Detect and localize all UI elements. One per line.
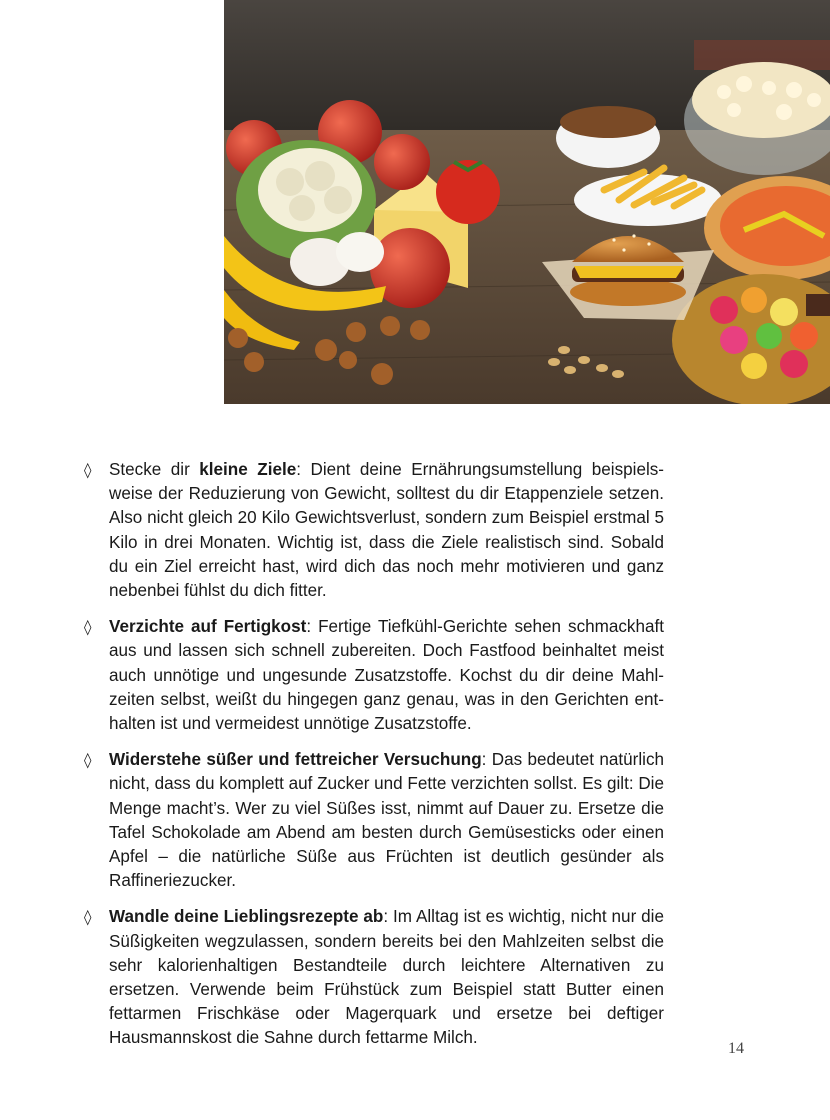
list-item-body: : Dient deine Ernährungsumstellung beispielsweise der Reduzierung von Gewicht, solltest du dir Etappenziele setzen. Also nicht gleich 20 Kilo Gewichtsverlust, sondern zum Beispiel erstmal 5 Kilo in drei Monaten. Wichtig ist, dass die Ziele realistisch sind. Sobald du ein Ziel erreicht hast, wird dich das noch mehr motivieren und ganz nebenbei fühlst du dich fitter. bbox=[109, 460, 664, 601]
list-item-heading: Verzichte auf Fertigkost bbox=[109, 617, 307, 637]
list-item-heading: kleine Ziele bbox=[199, 460, 297, 479]
list-item-intro: Stecke dir bbox=[109, 460, 200, 479]
list-item-body: : Fertige Tiefkühl-Gerichte sehen schmackhaft aus und lassen sich schnell zubereiten. Doch Fastfood beinhaltet meist auch unnötige und ungesunde Zusatzstoffe. Kochst du dir deine Mahlzeiten selbst, weißt du hingegen ganz genau, was in den Gerichten enthalten ist und vermeidest unnötige Zusatzstoffe. bbox=[109, 617, 664, 734]
diamond-icon: ◊ bbox=[84, 908, 92, 927]
diamond-icon: ◊ bbox=[84, 751, 92, 770]
page-number: 14 bbox=[728, 1040, 744, 1057]
tips-list bbox=[84, 458, 664, 1063]
list-item-body: : Das bedeutet natürlich nicht, dass du komplett auf Zucker und Fette verzichten sollst. Es gilt: Die Menge macht’s. Wer zu viel Süßes isst, nimmt auf Dauer zu. Ersetze die Tafel Schokolade am Abend am besten durch Gemüsesticks oder einen Apfel – die natürliche Süße aus Früchten ist deutlich gesünder als Raffineriezucker. bbox=[109, 750, 664, 891]
list-item-text bbox=[109, 458, 664, 603]
list-item bbox=[84, 748, 664, 893]
list-item bbox=[84, 615, 664, 736]
food-photo bbox=[224, 0, 830, 404]
list-item-text bbox=[109, 748, 664, 893]
list-item-heading: Wandle deine Lieblingsrezepte ab bbox=[109, 907, 384, 927]
list-item bbox=[84, 905, 664, 1050]
list-item-heading: Widerstehe süßer und fettreicher Versuchung bbox=[109, 750, 482, 770]
list-item-body: : Im Alltag ist es wichtig, nicht nur die Süßigkeiten wegzulassen, sondern bereits bei den Mahlzeiten selbst die sehr kalorienhaltigen Bestandteile durch leichtere Alternativen zu ersetzen. Verwende beim Frühstück zum Beispiel statt Butter einen fettarmen Frischkäse oder Magerquark und ersetze bei deftiger Hausmannskost die Sahne durch fettarme Milch. bbox=[109, 907, 664, 1048]
list-item-text bbox=[109, 615, 664, 736]
list-item-text bbox=[109, 905, 664, 1050]
diamond-icon: ◊ bbox=[84, 461, 92, 479]
diamond-icon: ◊ bbox=[84, 618, 92, 637]
list-item bbox=[84, 458, 664, 603]
